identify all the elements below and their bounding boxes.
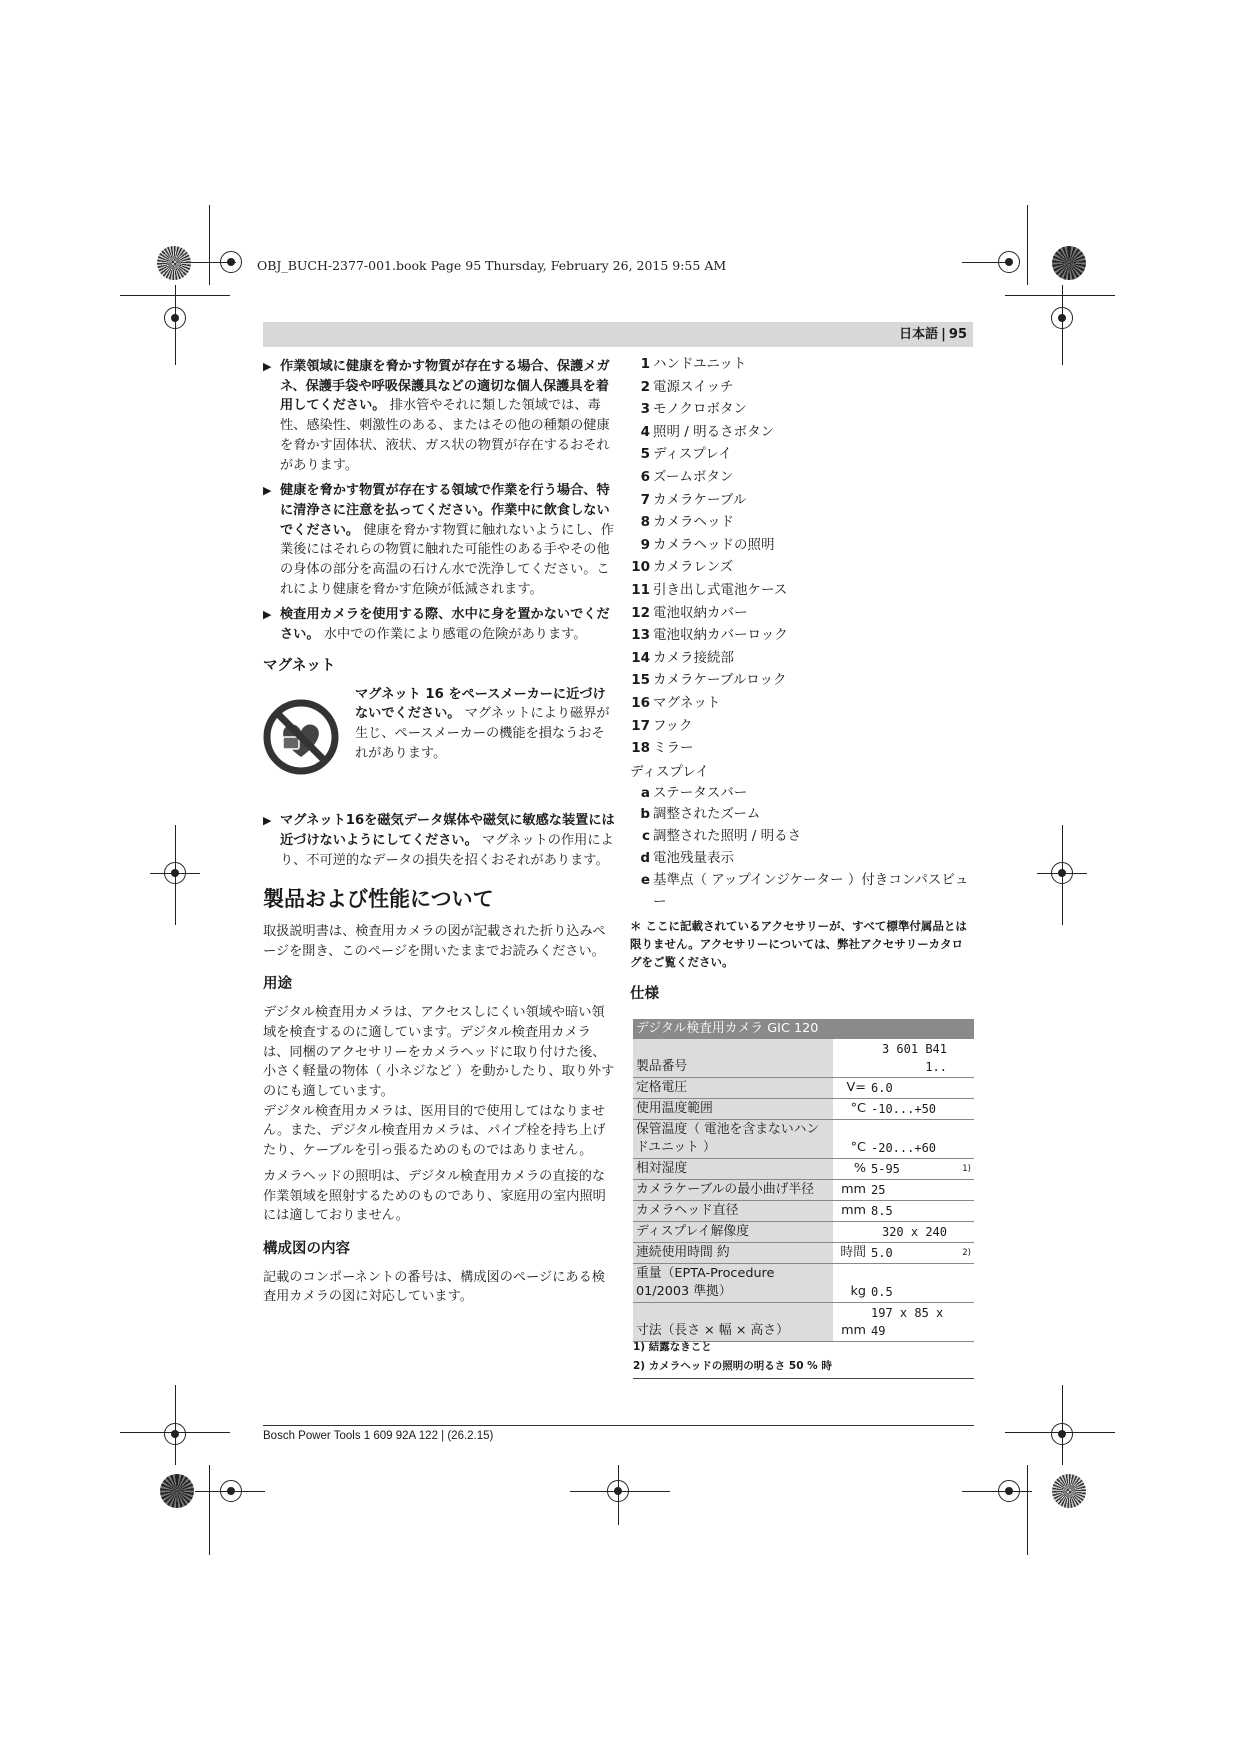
item-number: 14 (631, 649, 650, 666)
section-title: 製品および性能について (263, 887, 494, 912)
list-item (630, 826, 974, 848)
spec-title: デジタル検査用カメラ GIC 120 (633, 1019, 974, 1039)
section-heading: 用途 (263, 976, 292, 993)
warning-bold: 作業領域に健康を脅かす物質が存在する場合、保護メガネ、保護手袋や呼吸保護具などの適切な個人保護具を着用してください。 (280, 359, 610, 414)
spec-unit: 時間 (833, 1243, 868, 1264)
spec-unit: mm (833, 1201, 868, 1222)
crop-mark (209, 205, 210, 285)
item-number: 4 (640, 423, 650, 440)
list-item (630, 804, 974, 826)
item-number: 16 (631, 694, 650, 711)
paragraph: カメラヘッドの照明は、デジタル検査用カメラの直接的な作業領域を照射するためのものであり、家庭用の室内照明には適しておりません。 (263, 1168, 606, 1224)
item-label: 電池収納カバーロック (653, 627, 788, 644)
item-letter: e (640, 871, 650, 888)
item-label: ステータスバー (653, 784, 748, 801)
spec-footnote (950, 1078, 974, 1099)
components-list (630, 353, 974, 760)
table-row (633, 1180, 974, 1201)
magnet-warning-text (355, 685, 617, 782)
table-row (633, 1159, 974, 1180)
list-item (630, 489, 974, 512)
spec-value: -10...+50 (868, 1099, 950, 1120)
item-number: 17 (631, 717, 650, 734)
registration-mark (164, 862, 186, 884)
spec-footnote (950, 1303, 974, 1342)
spec-label: 寸法（長さ × 幅 × 高さ） (633, 1303, 833, 1342)
spec-footnote (950, 1120, 974, 1159)
item-number: 9 (640, 536, 650, 553)
item-label: ズームボタン (653, 468, 734, 485)
table-row (633, 1201, 974, 1222)
book-info: OBJ_BUCH-2377-001.book Page 95 Thursday, February 26, 2015 9:55 AM (257, 258, 727, 273)
spec-value: 0.5 (868, 1264, 950, 1303)
item-number: 13 (631, 627, 650, 644)
section-heading: 仕様 (630, 986, 659, 1003)
spec-value: 320 x 240 (868, 1222, 950, 1243)
item-letter: c (641, 828, 650, 845)
triangle-bullet-icon: ▶ (263, 360, 272, 373)
spec-unit: °C (833, 1099, 868, 1120)
spec-unit: mm (833, 1303, 868, 1342)
crop-mark (1027, 1465, 1028, 1555)
paragraph: デジタル検査用カメラは、医用目的で使用してはなりません。また、デジタル検査用カメラは、パイプ栓を持ち上げたり、ケーブルを引っ張るためのものではありません。 (263, 1103, 606, 1159)
item-letter: d (640, 850, 650, 867)
spec-value: 8.5 (868, 1201, 950, 1222)
item-letter: b (640, 806, 650, 823)
list-item (630, 353, 974, 376)
spec-label: カメラヘッド直径 (633, 1201, 833, 1222)
magnet-warning-bold: マグネット 16 をペースメーカーに近づけないでください。 (355, 686, 606, 722)
paragraph: 取扱説明書は、検査用カメラの図が記載された折り込みページを開き、このページを開いたままでお読みください。 (263, 924, 606, 959)
spec-footnote (950, 1039, 974, 1078)
item-label: 調整されたズーム (653, 806, 761, 823)
list-item (630, 692, 974, 715)
spec-footnote (950, 1222, 974, 1243)
item-label: フック (653, 717, 693, 734)
item-label: カメラ接続部 (653, 649, 734, 666)
warning-bold: マグネット16を磁気データ媒体や磁気に敏感な装置には近づけないようにしてください。 (280, 813, 615, 848)
registration-mark (1052, 246, 1086, 280)
spec-unit (833, 1039, 868, 1078)
registration-mark (160, 1474, 194, 1508)
spec-label: 重量（EPTA-Procedure 01/2003 準拠） (633, 1264, 833, 1303)
item-label: カメラケーブルロック (653, 672, 787, 689)
warning-bullet (263, 357, 617, 475)
item-label: 電池残量表示 (653, 850, 734, 867)
crop-mark (962, 1491, 1032, 1492)
warning-text: 水中での作業により感電の危険があります。 (319, 627, 587, 643)
spec-value: 25 (868, 1180, 950, 1201)
table-row (633, 1120, 974, 1159)
paragraph: デジタル検査用カメラは、アクセスしにくい領域や暗い領域を検査するのに適しています。デジタル検査用カメラは、同梱のアクセサリーをカメラヘッドに取り付けた後、小さく軽量の物体（ 小ネジなど ）を動かしたり、取り外すのにも適しています。 (263, 1005, 615, 1099)
item-label: ミラー (653, 740, 694, 757)
warning-text: 排水管やそれに類した領域では、毒性、感染性、刺激性のある、またはその他の種類の健康を脅かす固体状、液状、ガス状の物質が存在するおそれがあります。 (280, 398, 610, 473)
list-item (630, 647, 974, 670)
crop-mark (209, 1465, 210, 1555)
registration-mark (607, 1480, 629, 1502)
spec-footnote (950, 1201, 974, 1222)
registration-mark (998, 251, 1020, 273)
spec-value: 5-95 (868, 1159, 950, 1180)
paragraph: 記載のコンポーネントの番号は、構成図のページにある検査用カメラの図に対応しています。 (263, 1269, 605, 1305)
crop-mark (1005, 295, 1115, 296)
item-label: カメラケーブル (653, 491, 747, 508)
item-number: 12 (631, 604, 650, 621)
spec-value: 197 x 85 x 49 (868, 1303, 950, 1342)
item-label: カメラレンズ (653, 559, 734, 576)
warning-bullet (263, 605, 617, 644)
spec-table (633, 1019, 974, 1342)
item-number: 10 (631, 559, 650, 576)
list-item (630, 870, 974, 914)
item-number: 15 (631, 672, 650, 689)
spec-label: 相対湿度 (633, 1159, 833, 1180)
list-item (630, 556, 974, 579)
registration-mark (998, 1480, 1020, 1502)
list-item (630, 398, 974, 421)
table-row (633, 1303, 974, 1342)
registration-mark (1051, 1423, 1073, 1445)
spec-value: 6.0 (868, 1078, 950, 1099)
list-item (630, 579, 974, 602)
table-row (633, 1039, 974, 1078)
section-heading: マグネット (263, 657, 336, 674)
table-row (633, 1099, 974, 1120)
spec-label: 保管温度（ 電池を含まないハンドユニット ） (633, 1120, 833, 1159)
warning-text: マグネットの作用により、不可逆的なデータの損失を招くおそれがあります。 (280, 832, 614, 868)
page-number: 95 (948, 327, 967, 342)
spec-label: 使用温度範囲 (633, 1099, 833, 1120)
list-item (630, 737, 974, 760)
triangle-bullet-icon: ▶ (263, 608, 272, 622)
item-label: モノクロボタン (653, 401, 747, 418)
crop-mark (1027, 205, 1028, 285)
warning-bold: 検査用カメラを使用する際、水中に身を置かないでください。 (280, 607, 610, 643)
registration-mark (1051, 862, 1073, 884)
item-number: 1 (640, 356, 650, 372)
list-item (630, 602, 974, 625)
table-row (633, 1264, 974, 1303)
accessory-note: ＊ ここに記載されているアクセサリーが、すべて標準付属品とは限りません。アクセサリーについては、弊社アクセサリーカタログをご覧ください。 (630, 919, 967, 970)
triangle-bullet-icon: ▶ (263, 814, 272, 828)
spec-value: 3 601 B41 1.. (868, 1039, 950, 1078)
list-item (630, 466, 974, 489)
page-header (263, 322, 973, 347)
item-label: 照明 / 明るさボタン (653, 423, 775, 440)
magnet-warning (263, 685, 617, 782)
item-number: 2 (640, 378, 650, 395)
item-label: 電源スイッチ (653, 378, 734, 395)
spec-footnote (950, 1099, 974, 1120)
spec-label: ディスプレイ解像度 (633, 1222, 833, 1243)
list-item (630, 443, 974, 466)
item-number: 6 (640, 468, 650, 485)
left-column (263, 357, 617, 1313)
list-item (630, 624, 974, 647)
spec-unit: mm (833, 1180, 868, 1201)
spec-label: 製品番号 (633, 1039, 833, 1078)
footnote: 1) 結露なきこと (633, 1341, 712, 1353)
spec-unit: % (833, 1159, 868, 1180)
item-number: 11 (631, 581, 650, 598)
spec-unit: °C (833, 1120, 868, 1159)
warning-text: 健康を脅かす物質に触れないようにし、作業後にはそれらの物質に触れた可能性のある手やその他の身体の部分を高温の石けん水で洗浄してください。これにより健康を脅かす危険が低減されます。 (280, 522, 614, 597)
footer-text: Bosch Power Tools 1 609 92A 122 | (26.2.15) (263, 1430, 494, 1442)
spec-unit (833, 1222, 868, 1243)
language-label: 日本語 (899, 327, 939, 342)
spec-unit: V= (833, 1078, 868, 1099)
section-heading: 構成図の内容 (263, 1240, 350, 1257)
item-letter: a (640, 784, 650, 801)
registration-mark (1051, 307, 1073, 329)
item-label: カメラヘッドの照明 (653, 536, 775, 553)
registration-mark (157, 246, 191, 280)
magnet-warning-body: マグネットにより磁界が生じ、ペースメーカーの機能を損なうおそれがあります。 (355, 706, 610, 761)
list-item (630, 534, 974, 557)
registration-mark (164, 1423, 186, 1445)
warning-bullet (263, 811, 617, 870)
spec-footnote (950, 1264, 974, 1303)
item-label: マグネット (653, 694, 721, 711)
spec-footnote (950, 1180, 974, 1201)
item-label: カメラヘッド (653, 514, 734, 531)
item-number: 3 (640, 401, 650, 418)
item-label: 引き出し式電池ケース (653, 581, 788, 598)
list-item (630, 511, 974, 534)
spec-table-header (633, 1019, 974, 1039)
spec-footnote: 2) (950, 1243, 974, 1264)
item-label: 基準点（ アップインジケーター ）付きコンパスビュー (653, 871, 969, 910)
item-label: 電池収納カバー (653, 604, 748, 621)
display-heading: ディスプレイ (630, 763, 709, 780)
registration-mark (1052, 1474, 1086, 1508)
registration-mark (164, 307, 186, 329)
list-item (630, 848, 974, 870)
item-number: 18 (631, 740, 650, 757)
footer-rule (263, 1425, 974, 1426)
item-label: 調整された照明 / 明るさ (653, 828, 802, 845)
list-item (630, 376, 974, 399)
right-column (630, 353, 974, 1005)
triangle-bullet-icon: ▶ (263, 484, 272, 498)
list-item (630, 783, 974, 805)
item-number: 8 (640, 514, 650, 531)
spec-label: 連続使用時間 約 (633, 1243, 833, 1264)
spec-unit: kg (833, 1264, 868, 1303)
list-item (630, 421, 974, 444)
spec-footnote: 1) (950, 1159, 974, 1180)
page-label: 日本語 | 95 (899, 327, 967, 342)
registration-mark (220, 1480, 242, 1502)
list-item (630, 715, 974, 738)
no-pacemaker-icon (263, 685, 355, 782)
spec-label: 定格電圧 (633, 1078, 833, 1099)
spec-label: カメラケーブルの最小曲げ半径 (633, 1180, 833, 1201)
display-list (630, 783, 974, 914)
item-number: 7 (640, 491, 650, 508)
warning-bullet (263, 481, 617, 599)
item-label: ディスプレイ (653, 446, 732, 463)
table-row (633, 1222, 974, 1243)
warning-bold: 健康を脅かす物質が存在する領域で作業を行う場合、特に清浄さに注意を払ってください。作業中に飲食しないでください。 (280, 483, 610, 538)
spec-value: -20...+60 (868, 1120, 950, 1159)
table-row (633, 1078, 974, 1099)
spec-value: 5.0 (868, 1243, 950, 1264)
table-row (633, 1243, 974, 1264)
footnote: 2) カメラヘッドの照明の明るさ 50 % 時 (633, 1360, 832, 1372)
spec-footnotes (633, 1338, 974, 1379)
item-number: 5 (640, 446, 650, 463)
item-label: ハンドユニット (653, 356, 747, 372)
list-item (630, 669, 974, 692)
registration-mark (220, 251, 242, 273)
